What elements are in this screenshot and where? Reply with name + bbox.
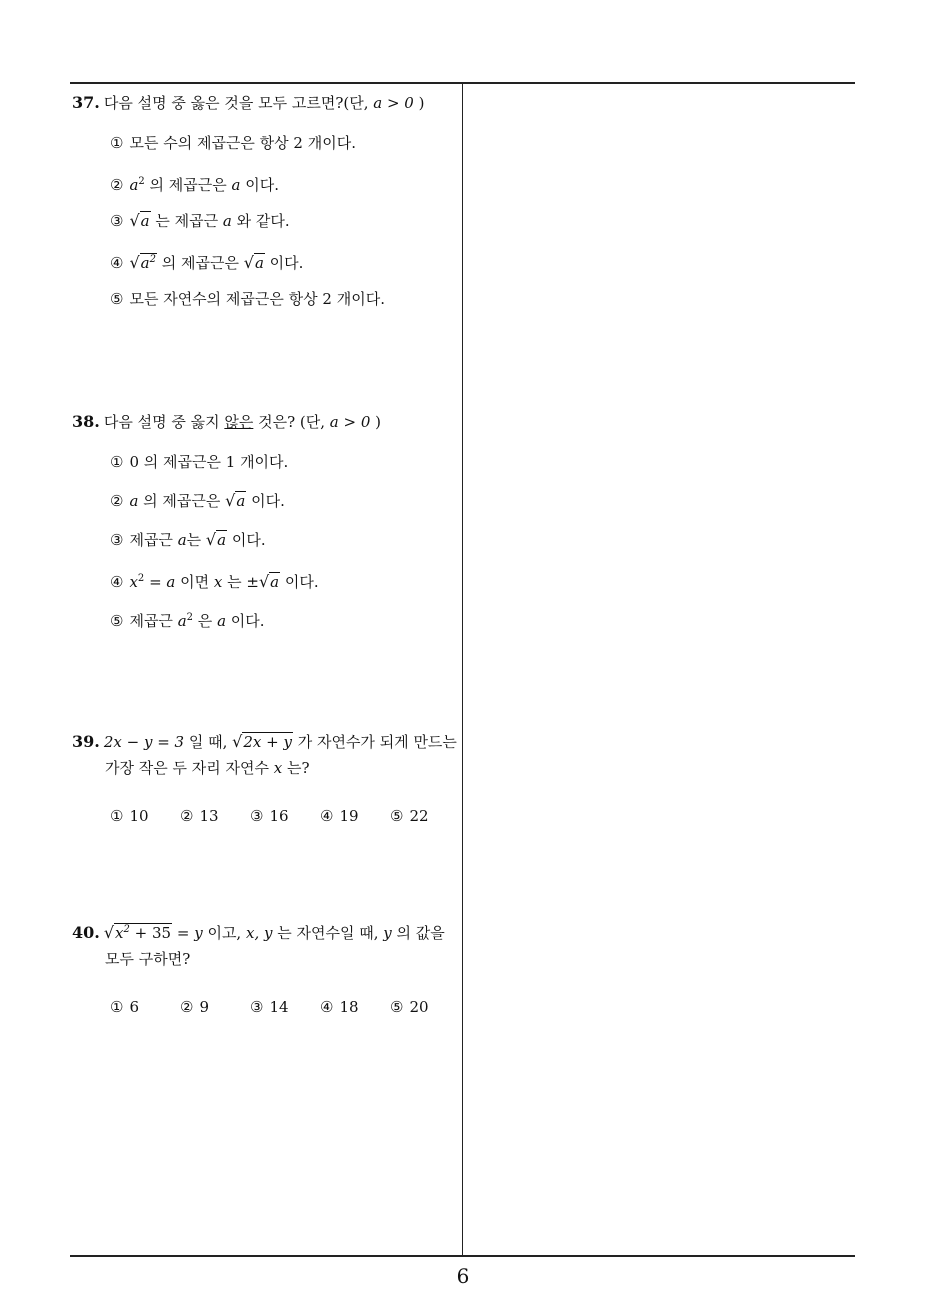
radical: $√a^2$ (129, 253, 156, 272)
question-38-options (72, 449, 460, 644)
question-number: 40. (72, 923, 100, 942)
question-39: 39. 2x − y = 3 일 때, √2x + y 가 자연수가 되게 만드는 가장 작은 두 자리 자연수 x 는? ① 10 ② 13 ③ 16 ④ 19 ⑤ 22 (72, 729, 460, 829)
question-38 (72, 409, 460, 644)
bottom-rule (70, 1255, 855, 1257)
radical: √a (243, 253, 264, 272)
question-37-stem: 37. 다음 설명 중 옳은 것을 모두 고르면?(단, a > 0 ) (72, 93, 425, 112)
option-2[interactable]: ② a 의 제곱근은 √a 이다. (110, 488, 460, 527)
question-number: 38. (72, 412, 100, 431)
column-divider (462, 83, 463, 1256)
option-3[interactable]: ③ 14 (250, 998, 289, 1016)
page-number: 6 (456, 1264, 470, 1288)
option-3[interactable]: ③ 제곱근 a는 √a 이다. (110, 527, 460, 566)
radical: √a (205, 530, 227, 549)
option-2[interactable]: ② 9 (180, 998, 209, 1016)
option-4[interactable]: ④ 19 (320, 807, 359, 825)
option-1[interactable]: ① 10 (110, 807, 149, 825)
question-40-stem: 40. $√x^2 + 35 = y$ 이고, x, y 는 자연수일 때, y 의 값을 (72, 917, 460, 946)
option-5[interactable]: ⑤ 22 (390, 807, 429, 825)
question-39-stem: 39. 2x − y = 3 일 때, √2x + y 가 자연수가 되게 만드는 (72, 729, 460, 755)
question-number: 37. (72, 93, 100, 112)
radical: $√x^2 + 35$ (103, 923, 172, 942)
question-39-options (72, 803, 460, 829)
radical: √a (258, 572, 280, 591)
question-37-options (72, 130, 460, 325)
option-1[interactable]: ① 6 (110, 998, 139, 1016)
option-2[interactable]: ② 13 (180, 807, 219, 825)
question-40: 40. $√x^2 + 35 = y$ 이고, x, y 는 자연수일 때, y 의 값을 모두 구하면? ① 6 ② 9 ③ 14 ④ 18 ⑤ 20 (72, 917, 460, 1020)
option-1[interactable]: ① 0 의 제곱근은 1 개이다. (110, 453, 289, 471)
option-2[interactable]: ② $a^2$ 의 제곱근은 a 이다. (110, 176, 280, 194)
question-38-stem: 38. 다음 설명 중 옳지 않은 것은? (단, a > 0 ) (72, 412, 382, 431)
option-5[interactable]: ⑤ 20 (390, 998, 429, 1016)
option-3[interactable]: ③ 16 (250, 807, 289, 825)
question-number: 39. (72, 732, 100, 751)
radical: √a (225, 491, 246, 510)
question-37 (72, 90, 460, 325)
option-4[interactable]: ④ 18 (320, 998, 359, 1016)
radical: √2x + y (232, 732, 292, 751)
option-4[interactable]: ④ $√a^2$ 의 제곱근은 √a 이다. (110, 247, 460, 286)
option-5[interactable]: ⑤ 제곱근 $a^2$ 은 a 이다. (110, 612, 265, 630)
option-5[interactable]: ⑤ 모든 자연수의 제곱근은 항상 2 개이다. (110, 290, 385, 308)
question-40-options (72, 994, 460, 1020)
option-4[interactable]: ④ $x^2 = a$ 이면 x 는 ±√a 이다. (110, 566, 460, 605)
radical: √a (129, 211, 150, 230)
option-1[interactable]: ① 모든 수의 제곱근은 항상 2 개이다. (110, 134, 356, 152)
option-3[interactable]: ③ √a 는 제곱근 a 와 같다. (110, 208, 460, 247)
